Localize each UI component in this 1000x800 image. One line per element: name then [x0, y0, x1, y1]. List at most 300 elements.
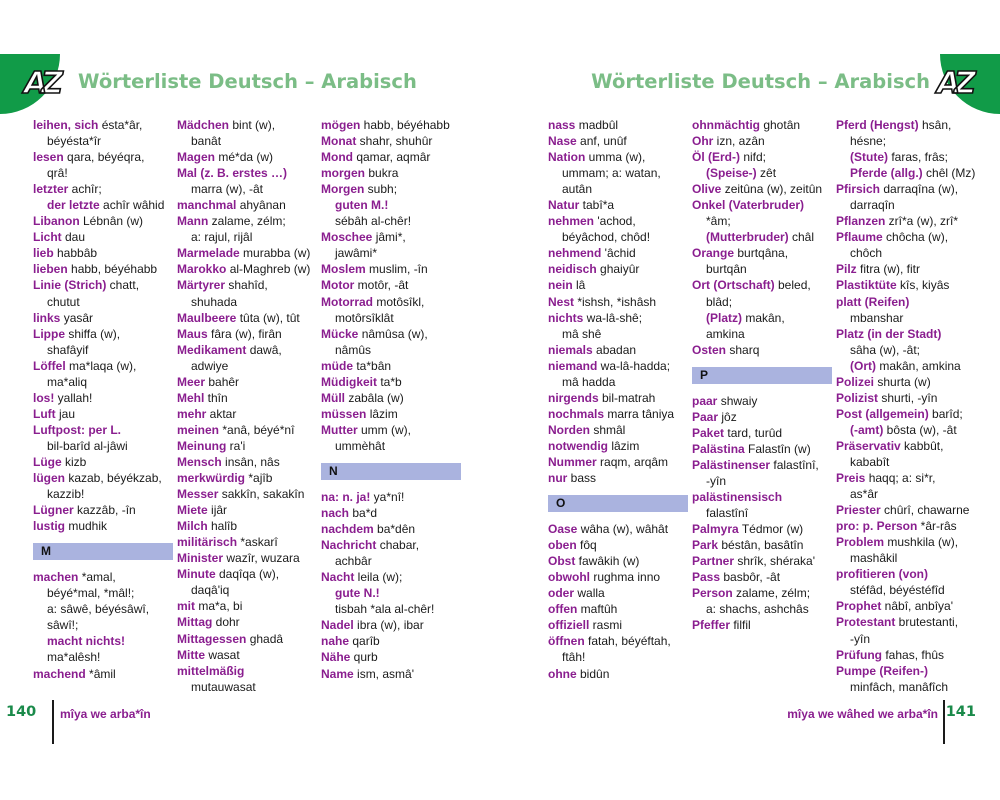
left-page [0, 0, 490, 800]
headword: lieben [33, 262, 68, 277]
dictionary-entry [321, 585, 461, 617]
dictionary-entry [321, 374, 461, 390]
entry-line [177, 310, 317, 326]
entry-line [548, 454, 688, 470]
headword: merkwürdig [177, 471, 246, 486]
translation: anf, unûf [576, 134, 627, 149]
headword: oben [548, 538, 577, 553]
entry-line [321, 326, 461, 342]
translation: ijâr [207, 503, 228, 518]
dictionary-entry [692, 585, 832, 617]
entry-line [836, 261, 986, 277]
translation: shiffa (w), [65, 326, 121, 341]
entry-line [321, 505, 461, 521]
entry-line [177, 197, 317, 213]
entry-line [177, 261, 317, 277]
entry-line [321, 617, 461, 633]
translation: kazzâb, -în [73, 503, 136, 518]
dictionary-entry [321, 489, 461, 505]
translation: izn, azân [713, 134, 765, 149]
entry-line [548, 406, 688, 422]
dictionary-entry [33, 666, 173, 682]
dictionary-entry [548, 585, 688, 601]
translation: fitra (w), fitr [856, 262, 920, 277]
dictionary-entry [33, 261, 173, 277]
translation: hsân, [918, 118, 952, 132]
translation: chôch [850, 246, 883, 261]
translation: murabba (w) [239, 246, 311, 261]
entry-line [836, 502, 986, 518]
headword: Mehl [177, 390, 205, 405]
entry-line [548, 310, 688, 326]
entry-line [692, 585, 832, 601]
dictionary-entry [177, 647, 317, 663]
translation: zabâla (w) [345, 390, 404, 405]
translation: chôcha (w), [882, 230, 949, 245]
headword: nochmals [548, 406, 605, 421]
entry-line [177, 422, 317, 438]
translation: *amal, [78, 570, 116, 585]
dictionary-entry [692, 553, 832, 569]
dictionary-entry [836, 518, 986, 534]
entry-line [836, 679, 986, 695]
headword: Plastiktüte [836, 278, 897, 293]
headword: Mutter [321, 422, 358, 437]
headword: Libanon [33, 214, 80, 229]
entry-line [836, 181, 986, 197]
headword: Lügner [33, 503, 74, 518]
entry-line [177, 229, 317, 245]
dictionary-entry [321, 149, 461, 165]
entry-line [692, 521, 832, 537]
entry-line [548, 358, 688, 374]
dictionary-entry [321, 277, 461, 293]
entry-line [692, 229, 832, 245]
headword: Nadel [321, 618, 354, 633]
entry-line [692, 537, 832, 553]
entry-line [33, 245, 173, 261]
headword: Nähe [321, 650, 351, 665]
translation: ummèhât [335, 438, 386, 453]
dictionary-entry [177, 277, 317, 309]
headword: mehr [177, 406, 207, 421]
footer-divider-right [943, 700, 945, 744]
translation: shahr, shuhûr [356, 134, 433, 149]
headword: niemals [548, 342, 593, 357]
dictionary-entry [692, 165, 832, 181]
entry-line [321, 277, 461, 293]
dictionary-entry [692, 537, 832, 553]
headword: Prophet [836, 599, 882, 614]
entry-line [692, 326, 832, 342]
entry-line [33, 438, 173, 454]
translation: habb, béyéhabb [67, 262, 158, 277]
entry-line [321, 358, 461, 374]
entry-line [548, 521, 688, 537]
headword: Medikament [177, 342, 247, 357]
headword: ohne [548, 666, 577, 681]
translation: shurti, -yîn [878, 390, 938, 405]
translation: thîn [204, 390, 228, 405]
entry-line [33, 165, 173, 181]
translation: as*âr [850, 487, 879, 502]
entry-line [548, 601, 688, 617]
dictionary-entry [321, 181, 461, 197]
translation: kazab, béyékzab, [65, 471, 162, 486]
dictionary-entry [321, 569, 461, 585]
dictionary-entry [33, 197, 173, 213]
entry-line [321, 294, 461, 310]
dictionary-entry [177, 149, 317, 165]
dictionary-entry [692, 197, 832, 229]
entry-line [692, 505, 832, 521]
entry-line [836, 663, 986, 679]
entry-line [836, 149, 986, 165]
translation: lâ [572, 278, 586, 293]
entry-line [836, 277, 986, 293]
translation: al-Maghreb (w) [226, 262, 311, 277]
dictionary-entry [33, 633, 173, 665]
headword: Pflanzen [836, 214, 886, 229]
translation: wazîr, wuzara [223, 551, 300, 566]
headword: Platz (in der Stadt) [836, 326, 942, 341]
dictionary-entry [177, 261, 317, 277]
translation: jau [55, 406, 76, 421]
headword: Linie (Strich) [33, 278, 107, 293]
headword: profitieren (von) [836, 567, 928, 582]
entry-line [836, 454, 986, 470]
az-logo-icon: AZ [24, 66, 57, 101]
entry-line [548, 117, 688, 133]
headword: nach [321, 506, 350, 521]
translation: tabî*a [579, 198, 615, 213]
translation: wasat [205, 647, 240, 662]
entry-line [321, 245, 461, 261]
headword: links [33, 310, 61, 325]
translation: tisbah *ala al-chêr! [335, 602, 435, 617]
entry-line [321, 197, 461, 213]
translation: mbanshar [850, 310, 904, 325]
entry-line [548, 326, 688, 342]
headword: Preis [836, 471, 866, 486]
translation: bôsta (w), -ât [883, 422, 957, 437]
headword: Norden [548, 422, 590, 437]
headword: nehmen [548, 214, 595, 229]
translation: umma (w), [585, 150, 646, 165]
column-right-3 [836, 117, 986, 695]
dictionary-entry [692, 569, 832, 585]
translation: motôr, -ât [354, 278, 409, 293]
headword: der letzte [47, 198, 100, 213]
column-right-2 [692, 117, 832, 633]
entry-line [692, 441, 832, 457]
entry-line [177, 181, 317, 197]
entry-line [177, 518, 317, 534]
translation: rasmi [589, 618, 623, 633]
page-heading-left: Wörterliste Deutsch – Arabisch [78, 70, 417, 93]
translation: stéfâd, béyéstéfîd [850, 583, 945, 598]
entry-line [692, 409, 832, 425]
dictionary-entry [177, 374, 317, 390]
footer-divider-left [52, 700, 54, 744]
headword: Oase [548, 522, 578, 537]
dictionary-entry [177, 438, 317, 454]
entry-line [33, 569, 173, 585]
translation: shahîd, [225, 278, 268, 293]
entry-line [321, 406, 461, 422]
headword: Person [692, 586, 733, 601]
translation: zeitûna (w), zeitûn [721, 182, 823, 197]
dictionary-entry [177, 342, 317, 374]
entry-line [321, 666, 461, 682]
dictionary-entry [321, 666, 461, 682]
translation: ya*nî! [370, 489, 405, 504]
translation: ghotân [760, 118, 801, 132]
translation: fatah, béyéftah, [584, 634, 671, 649]
translation: burtqâna, [734, 246, 789, 261]
entry-line [836, 647, 986, 663]
dictionary-entry [692, 277, 832, 309]
entry-line [548, 553, 688, 569]
entry-line [836, 197, 986, 213]
entry-line [33, 601, 173, 617]
dictionary-entry [836, 502, 986, 518]
headword: müssen [321, 406, 367, 421]
entry-line [836, 245, 986, 261]
headword: nass [548, 118, 576, 132]
dictionary-entry [321, 358, 461, 374]
dictionary-entry [33, 149, 173, 181]
dictionary-entry [548, 422, 688, 438]
entry-line [836, 294, 986, 310]
section-header: P [692, 367, 832, 384]
headword: machend [33, 666, 86, 681]
dictionary-entry [692, 117, 832, 133]
dictionary-entry [548, 601, 688, 617]
translation: zalame, zélm; [208, 214, 286, 229]
translation: ma*aliq [47, 374, 88, 389]
dictionary-entry [836, 598, 986, 614]
headword: Park [692, 538, 719, 553]
translation: *anâ, béyé*nî [219, 422, 295, 437]
headword: Licht [33, 230, 62, 245]
headword: nehmend [548, 246, 602, 261]
entry-line [836, 213, 986, 229]
headword: Nest [548, 294, 575, 309]
headword: macht nichts! [47, 634, 126, 649]
translation: *ishsh, *ishâsh [574, 294, 657, 309]
entry-line [836, 342, 986, 358]
translation: a: sâwê, béyésâwî, [47, 602, 150, 617]
translation: darraqîna (w), [880, 182, 959, 197]
dictionary-entry [692, 393, 832, 409]
dictionary-entry [548, 213, 688, 245]
translation: ta*b [377, 374, 402, 389]
translation: tûta (w), tût [236, 310, 300, 325]
entry-line [836, 631, 986, 647]
headword: Motorrad [321, 294, 373, 309]
entry-line [321, 569, 461, 585]
entry-line [33, 422, 173, 438]
translation: ummam; a: watan, [562, 166, 661, 181]
dictionary-entry [321, 422, 461, 454]
translation: ra'i [226, 438, 246, 453]
translation: habbâb [53, 246, 98, 261]
dictionary-entry [836, 422, 986, 438]
translation: falastînî [706, 506, 749, 521]
dictionary-entry [836, 390, 986, 406]
dictionary-entry [177, 631, 317, 647]
headword: offiziell [548, 618, 590, 633]
translation: ba*d [349, 506, 378, 521]
entry-line [836, 229, 986, 245]
headword: Luft [33, 406, 56, 421]
headword: Maus [177, 326, 208, 341]
dictionary-entry [33, 310, 173, 326]
translation: shuhada [191, 294, 238, 309]
entry-line [548, 633, 688, 649]
entry-line [548, 181, 688, 197]
headword: Meer [177, 374, 206, 389]
headword: Polizei [836, 374, 875, 389]
translation: béyâchod, chôd! [562, 230, 651, 245]
entry-line [177, 117, 317, 133]
section-header: M [33, 543, 173, 560]
translation: mashâkil [850, 551, 898, 566]
dictionary-entry [177, 550, 317, 566]
dictionary-entry [548, 310, 688, 342]
dictionary-entry [836, 149, 986, 165]
headword: nur [548, 471, 568, 486]
dictionary-entry [321, 197, 461, 229]
entry-line [33, 277, 173, 293]
entry-line [836, 390, 986, 406]
translation: béyé*mal, *mâl!; [47, 586, 135, 601]
entry-line [836, 438, 986, 454]
headword: Mond [321, 150, 353, 165]
right-page [510, 0, 1000, 800]
dictionary-entry [33, 326, 173, 358]
translation: walla [574, 586, 605, 601]
dictionary-entry [548, 197, 688, 213]
entry-line [33, 149, 173, 165]
translation: qurb [350, 650, 378, 665]
dictionary-entry [321, 521, 461, 537]
headword: nichts [548, 310, 584, 325]
translation: marra (w), -ât [191, 182, 263, 197]
entry-line [692, 393, 832, 409]
dictionary-entry [33, 358, 173, 390]
entry-line [33, 181, 173, 197]
translation: falastînî, [770, 457, 819, 472]
entry-line [548, 342, 688, 358]
translation: achîr; [68, 182, 102, 197]
entry-line [548, 585, 688, 601]
entry-line [836, 117, 986, 133]
translation: kizb [61, 454, 87, 469]
translation: a: rajul, rijâl [191, 230, 253, 245]
headword: obwohl [548, 570, 590, 585]
translation: qrâ! [47, 166, 68, 181]
translation: darraqîn [850, 198, 895, 213]
translation: shwaiy [717, 393, 758, 408]
translation: zalame, zélm; [732, 586, 811, 601]
dictionary-entry [548, 633, 688, 665]
translation: rughma inno [590, 570, 661, 585]
dictionary-entry [321, 633, 461, 649]
headword: nirgends [548, 390, 599, 405]
translation: insân, nâs [221, 454, 280, 469]
entry-line [177, 486, 317, 502]
translation: hésne; [850, 134, 887, 149]
translation: shmâl [590, 422, 626, 437]
dictionary-entry [177, 663, 317, 695]
headword: paar [692, 393, 718, 408]
headword: Pilz [836, 262, 857, 277]
entry-line [548, 470, 688, 486]
headword: Pferd (Hengst) [836, 118, 919, 132]
dictionary-entry [692, 245, 832, 277]
headword: Paar [692, 409, 719, 424]
entry-line [177, 342, 317, 358]
translation: fâra (w), firân [207, 326, 282, 341]
translation: ésta*âr, [98, 118, 143, 132]
translation: fawâkih (w) [575, 554, 640, 569]
entry-line [548, 649, 688, 665]
dictionary-entry [33, 245, 173, 261]
headword: mittelmäßig [177, 663, 245, 678]
entry-line [692, 310, 832, 326]
entry-line [548, 294, 688, 310]
headword: Löffel [33, 358, 66, 373]
dictionary-entry [33, 502, 173, 518]
translation: bil-matrah [598, 390, 656, 405]
entry-line [33, 470, 173, 486]
entry-line [692, 197, 832, 213]
dictionary-entry [177, 197, 317, 213]
translation: aktar [206, 406, 237, 421]
translation: chêl (Mz) [922, 166, 976, 181]
section-header: N [321, 463, 461, 480]
dictionary-entry [548, 245, 688, 261]
dictionary-entry [321, 326, 461, 358]
translation: mâ hadda [562, 374, 616, 389]
entry-line [321, 390, 461, 406]
translation: madbûl [575, 118, 619, 132]
headword: Pfeffer [692, 618, 731, 633]
translation: wa-lâ-shê; [583, 310, 643, 325]
entry-line [177, 165, 317, 181]
entry-line [692, 553, 832, 569]
headword: Palmyra [692, 522, 739, 537]
translation: bahêr [205, 374, 240, 389]
entry-line [177, 294, 317, 310]
headword: Problem [836, 535, 885, 550]
translation: daqâ'iq [191, 583, 230, 598]
dictionary-entry [836, 614, 986, 646]
dictionary-entry [548, 117, 688, 133]
entry-line [548, 229, 688, 245]
entry-line [33, 294, 173, 310]
entry-line [33, 358, 173, 374]
entry-line [177, 438, 317, 454]
dictionary-entry [692, 489, 832, 521]
entry-line [33, 454, 173, 470]
translation: abadan [592, 342, 637, 357]
dictionary-entry [836, 647, 986, 663]
translation: 'achod, [594, 214, 636, 229]
dictionary-entry [836, 470, 986, 502]
